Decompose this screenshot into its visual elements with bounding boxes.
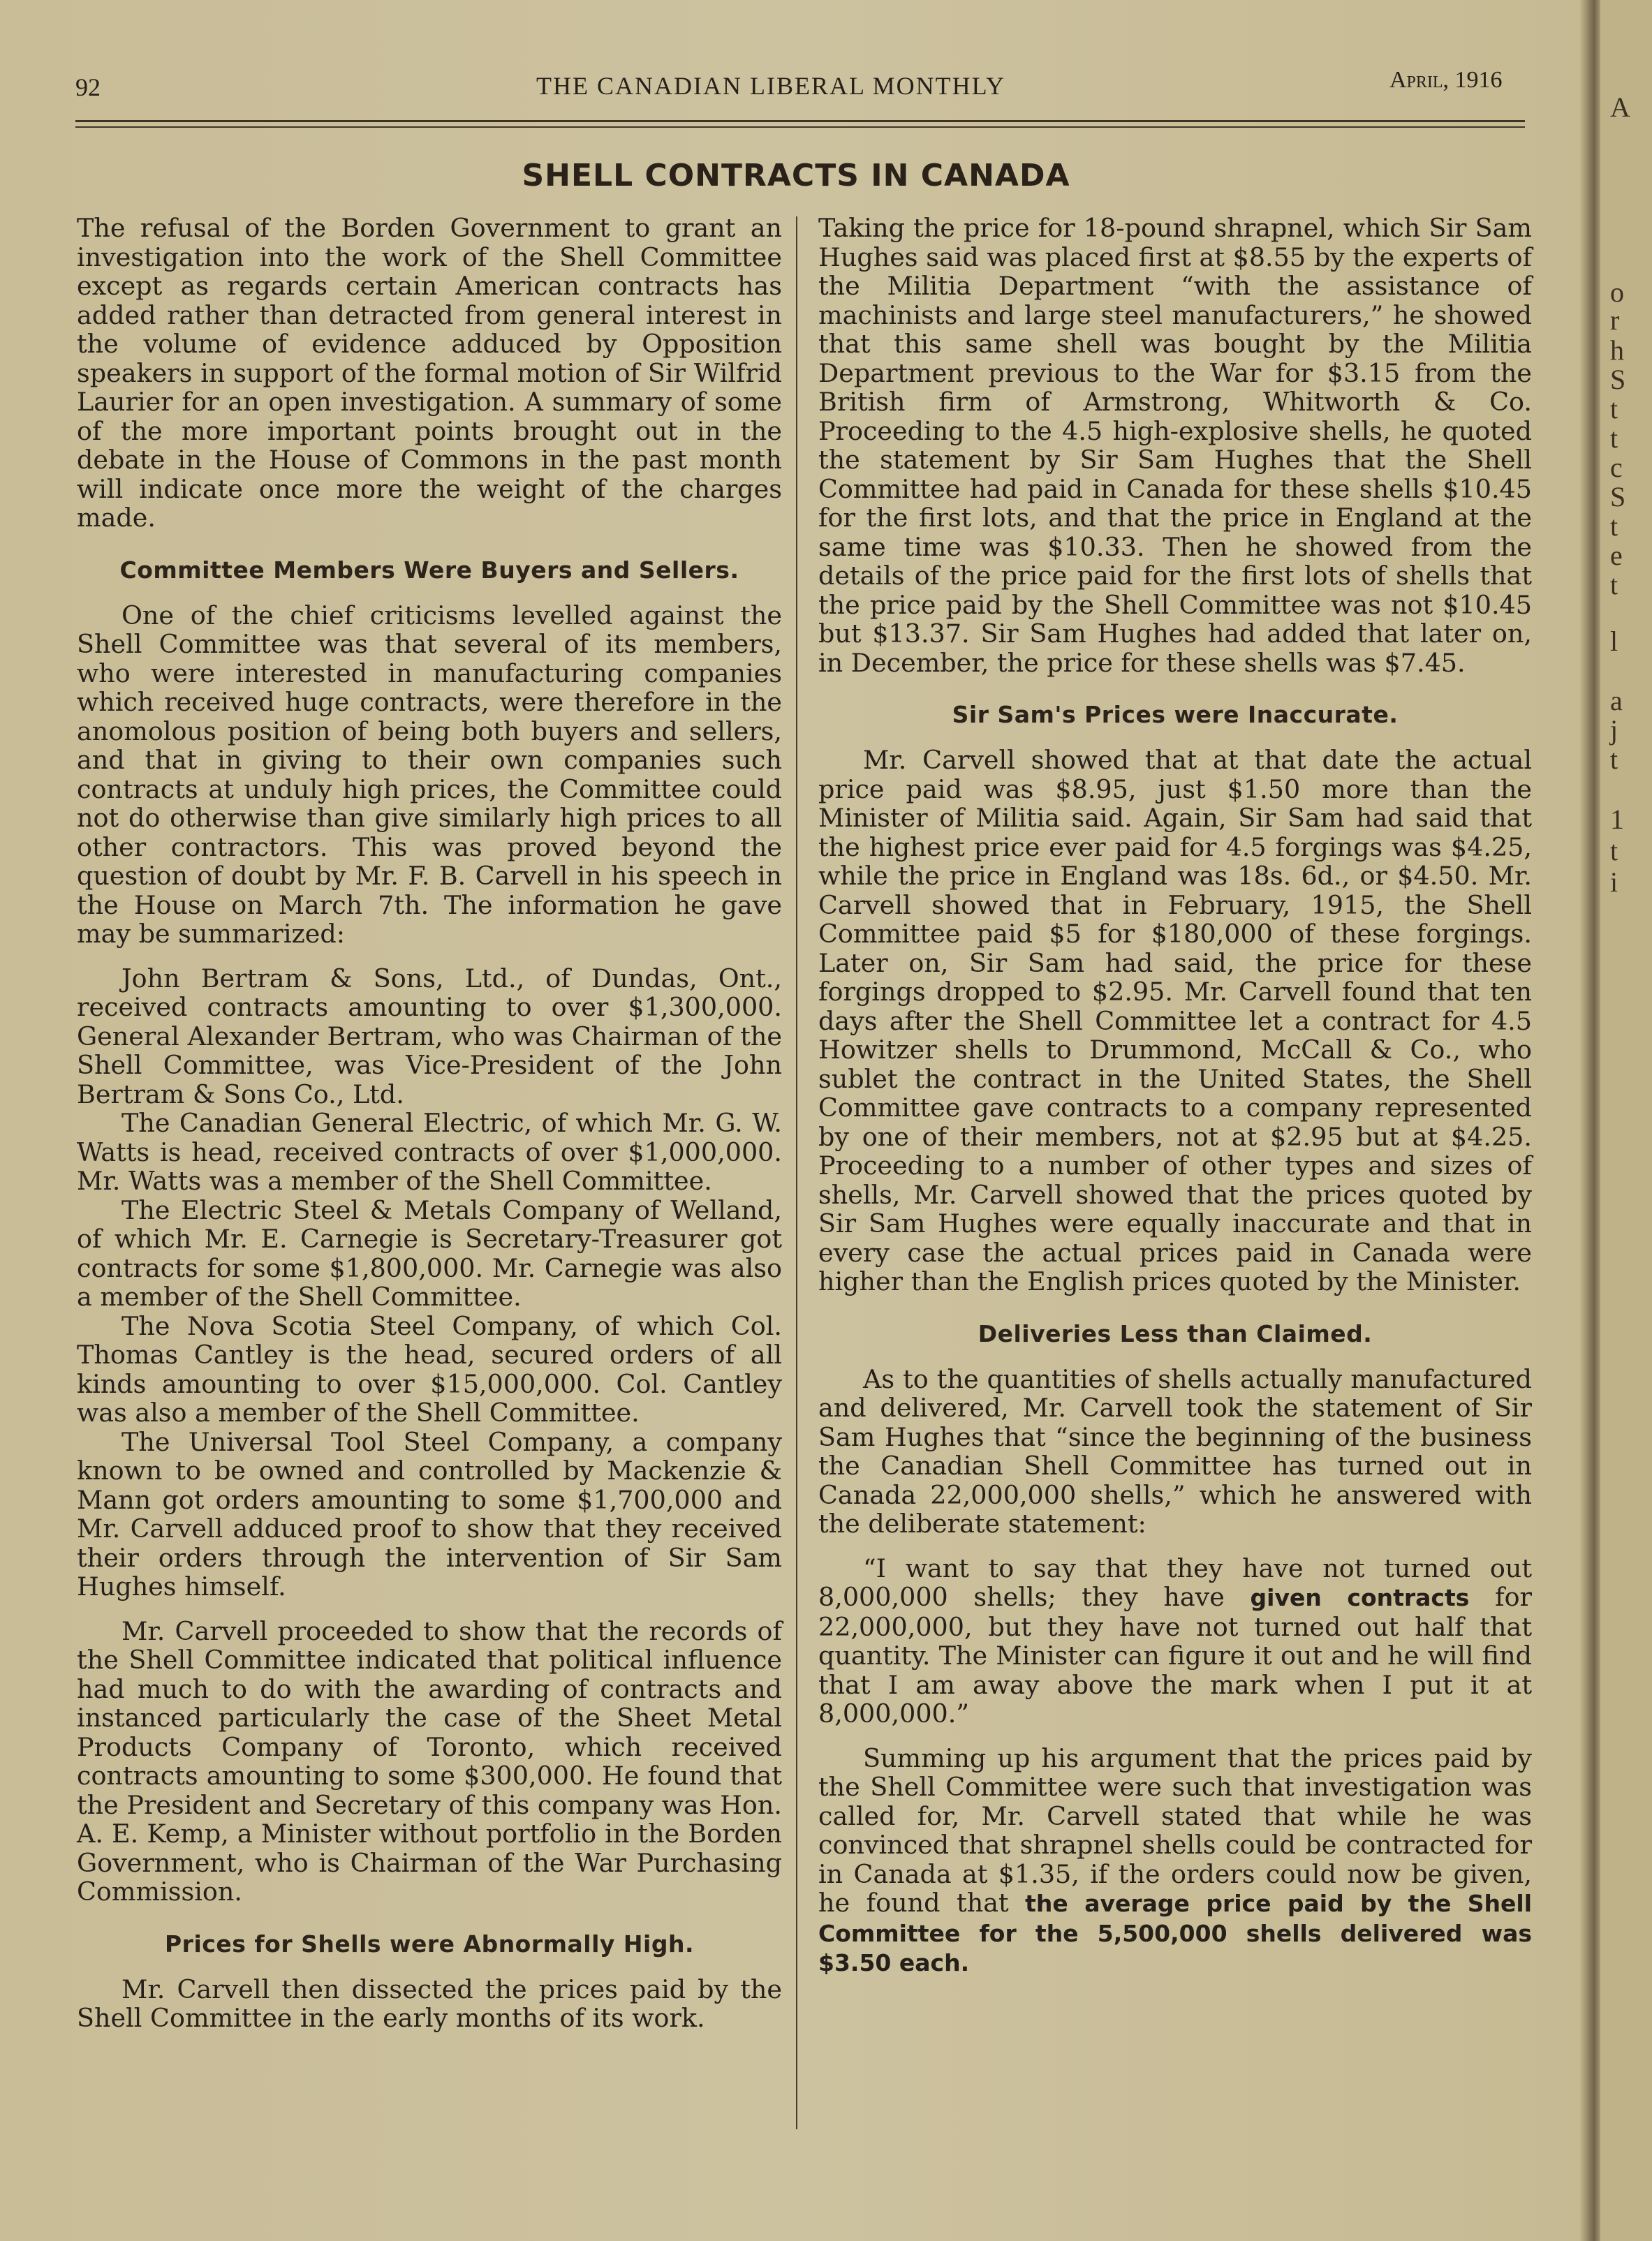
adjacent-page-letter: t xyxy=(1610,422,1618,454)
quote-text: “I want to say that they have not turned out 8,000,000 shells; they have xyxy=(818,1553,1532,1612)
body-paragraph: One of the chief criticisms levelled against the Shell Committee was that several of its members, who were interested in manufacturing companies which received huge contracts, were therefore in the anomolous position of being both buyers and sellers, and that in giving to their own companies such contracts at unduly high prices, the Committee could not do otherwise than give similarly high prices to all other contractors. This was proved beyond the question of doubt by Mr. F. B. Carvell in his speech in the House on March 7th. The information he gave may be summarized: xyxy=(77,600,782,949)
journal-title: THE CANADIAN LIBERAL MONTHLY xyxy=(536,72,1005,100)
body-paragraph: Taking the price for 18-pound shrapnel, which Sir Sam Hughes said was placed first at $8.55 by the experts of the Militia Department “with the assistance of machinists and large steel manufacturers,” he showed that this same shell was bought by the Militia Department previous to the War for $3.15 from the British firm of Armstrong, Whitworth & Co. Proceeding to the 4.5 high-explosive shells, he quoted the statement by Sir Sam Hughes that the Shell Committee had paid in Canada for these shells $10.45 for the first lots, and that the price in England at the same time was $10.33. Then he showed from the details of the price paid for the first lots of shells that the price paid by the Shell Committee was not $10.45 but $13.37. Sir Sam Hughes had added that later on, in December, the price for these shells was $7.45. xyxy=(818,213,1532,678)
adjacent-page-letter: A xyxy=(1610,91,1630,123)
adjacent-page-letter: c xyxy=(1610,452,1623,483)
adjacent-page-letter: i xyxy=(1610,866,1618,898)
adjacent-page-letter: t xyxy=(1610,393,1618,424)
adjacent-page-edge xyxy=(1600,0,1652,2241)
adjacent-page-letter: a xyxy=(1610,685,1623,716)
section-heading-prices-high: Prices for Shells were Abnormally High. xyxy=(164,1930,694,1958)
adjacent-page-letter: t xyxy=(1610,569,1618,600)
adjacent-page-letter: 1 xyxy=(1610,804,1624,835)
adjacent-page-letter: S xyxy=(1610,481,1626,512)
body-paragraph: As to the quantities of shells actually manufactured and delivered, Mr. Carvell took the statement of Sir Sam Hughes that “since the beginning of the business the Canadian Shell Committee has turned out in Canada 22,000,000 shells,” which he answered with the deliberate statement: xyxy=(818,1363,1532,1539)
header-rule-top xyxy=(75,120,1525,122)
body-paragraph: Mr. Carvell showed that at that date the actual price paid was $8.95, just $1.50 more than the Minister of Militia said. Again, Sir Sam had said that the highest price ever paid for 4.5 forgings was $4.25, while the price in England was 18s. 6d., or $4.50. Mr. Carvell showed that in February, 1915, the Shell Committee paid $5 for $180,000 of these forgings. Later on, Sir Sam had said, the price for these forgings dropped to $2.95. Mr. Carvell found that ten days after the Shell Committee let a contract for 4.5 Howitzer shells to Drummond, McCall & Co., who sublet the contract in the United States, the Shell Committee gave contracts to a company represented by one of their members, not at $2.95 but at $4.25. Proceeding to a number of other types and sizes of shells, Mr. Carvell showed that the prices quoted by Sir Sam Hughes were equally inaccurate and that in every case the actual prices paid in Canada were higher than the English prices quoted by the Minister. xyxy=(818,745,1532,1296)
body-paragraph: Mr. Carvell proceeded to show that the records of the Shell Committee indicated that political influence had much to do with the awarding of contracts and instanced particularly the case of the Sheet Metal Products Company of Toronto, which received contracts amounting to some $300,000. He found that the President and Secretary of this company was Hon. A. E. Kemp, a Minister without portfolio in the Borden Government, who is Chairman of the War Purchasing Commission. xyxy=(77,1615,782,1907)
right-column xyxy=(818,214,1532,1978)
summary-emphasis: the average price paid by the Shell Committee for the 5,500,000 shells delivered was $3.50 each. xyxy=(818,1890,1532,1976)
quote-emphasis: given contracts xyxy=(1250,1584,1470,1611)
column-divider xyxy=(796,216,797,2129)
adjacent-page-letter: S xyxy=(1610,364,1626,395)
adjacent-page-letter: l xyxy=(1610,626,1618,657)
left-column xyxy=(77,214,782,2033)
adjacent-page-letter: e xyxy=(1610,540,1623,571)
adjacent-page-letter: t xyxy=(1610,744,1618,775)
quote-text: for 22,000,000, but they have not turned out half that quantity. The Minister can figure it out and he will find that I am away above the mark when I put it at 8,000,000.” xyxy=(818,1582,1533,1729)
body-paragraph: The Universal Tool Steel Company, a company known to be owned and controlled by Mackenzie & Mann got orders amounting to some $1,700,000 and Mr. Carvell adduced proof to show that they received their orders through the intervention of Sir Sam Hughes himself. xyxy=(77,1426,782,1602)
intro-paragraph: The refusal of the Borden Government to grant an investigation into the work of the Shell Committee except as regards certain American contracts has added rather than detracted from general interest in the volume of evidence adduced by Opposition speakers in support of the formal motion of Sir Wilfrid Laurier for an open investigation. A summary of some of the more important points brought out in the debate in the House of Commons in the past month will indicate once more the weight of the charges made. xyxy=(77,213,782,533)
section-heading-buyers-sellers: Committee Members Were Buyers and Sellers. xyxy=(119,556,739,584)
body-paragraph: Mr. Carvell then dissected the prices paid by the Shell Committee in the early months of its work. xyxy=(77,1974,782,2033)
body-paragraph: The Canadian General Electric, of which Mr. G. W. Watts is head, received contracts of over $1,000,000. Mr. Watts was a member of the Shell Committee. xyxy=(77,1108,782,1196)
issue-date: April, 1916 xyxy=(1389,67,1503,93)
adjacent-page-letter: r xyxy=(1610,304,1620,336)
adjacent-page-letter: t xyxy=(1610,510,1618,542)
adjacent-page-letter: h xyxy=(1610,334,1624,366)
binding-gutter xyxy=(1579,0,1600,2241)
body-paragraph: John Bertram & Sons, Ltd., of Dundas, Ont., received contracts amounting to over $1,300,000. General Alexander Bertram, who was Chairman of the Shell Committee, was Vice-President of the John Bertram & Sons Co., Ltd. xyxy=(77,963,782,1109)
running-head xyxy=(0,63,1593,105)
header-rule-bottom xyxy=(75,126,1525,128)
summary-text: Summing up his argument that the prices paid by the Shell Committee were such that investigation was called for, Mr. Carvell stated that while he was convinced that shrapnel shells could be contracted for in Canada at $1.35, if the orders could now be given, he found that xyxy=(818,1743,1532,1918)
adjacent-page-letter: j xyxy=(1610,714,1618,746)
body-paragraph: The Electric Steel & Metals Company of Welland, of which Mr. E. Carnegie is Secretary-Treasurer got contracts for some $1,800,000. Mr. Carnegie was also a member of the Shell Committee. xyxy=(77,1195,782,1312)
adjacent-page-letter: o xyxy=(1610,276,1624,308)
body-paragraph: The Nova Scotia Steel Company, of which Col. Thomas Cantley is the head, secured orders of all kinds amounting to over $15,000,000. Col. Cantley was also a member of the Shell Committee. xyxy=(77,1310,782,1428)
page-number: 92 xyxy=(75,73,101,101)
article-title: SHELL CONTRACTS IN CANADA xyxy=(522,158,1070,193)
section-heading-prices-inaccurate: Sir Sam's Prices were Inaccurate. xyxy=(952,701,1399,728)
quote-paragraph xyxy=(818,1554,1532,1729)
summary-paragraph xyxy=(818,1744,1532,1978)
section-heading-deliveries: Deliveries Less than Claimed. xyxy=(978,1319,1373,1347)
adjacent-page-letter: t xyxy=(1610,835,1618,866)
